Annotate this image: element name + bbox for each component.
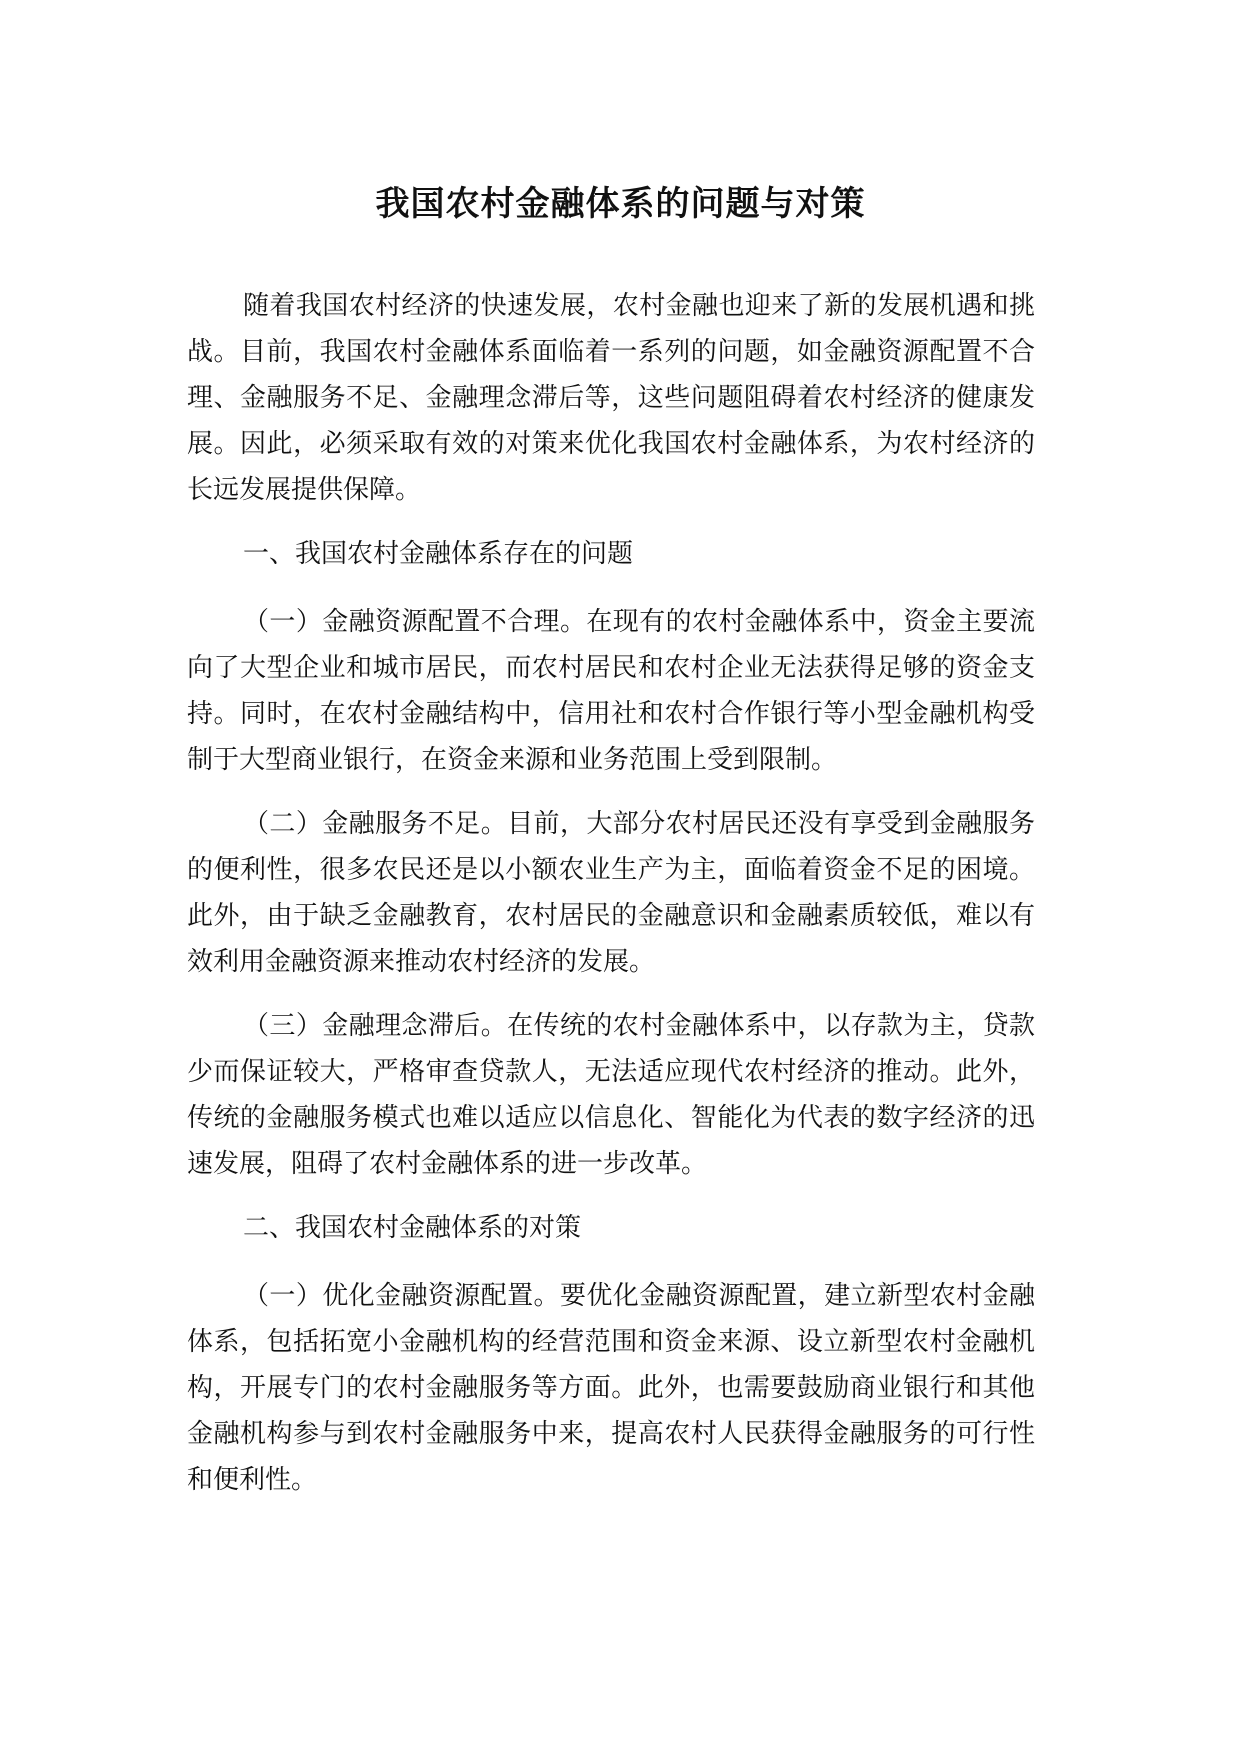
section-1-paragraph-1: （一）金融资源配置不合理。在现有的农村金融体系中，资金主要流向了大型企业和城市居民，而农村居民和农村企业无法获得足够的资金支持。同时，在农村金融结构中，信用社和农村合作银行等小型金融机构受制于大型商业银行，在资金来源和业务范围上受到限制。 [187, 607, 1035, 775]
section-1-heading: 一、我国农村金融体系存在的问题 [243, 539, 634, 569]
intro-paragraph: 随着我国农村经济的快速发展，农村金融也迎来了新的发展机遇和挑战。目前，我国农村金融体系面临着一系列的问题，如金融资源配置不合理、金融服务不足、金融理念滞后等，这些问题阻碍着农村经济的健康发展。因此，必须采取有效的对策来优化我国农村金融体系，为农村经济的长远发展提供保障。 [187, 291, 1035, 505]
section-1-paragraph-3: （三）金融理念滞后。在传统的农村金融体系中，以存款为主，贷款少而保证较大，严格审查贷款人，无法适应现代农村经济的推动。此外，传统的金融服务模式也难以适应以信息化、智能化为代表的数字经济的迅速发展，阻碍了农村金融体系的进一步改革。 [187, 1011, 1035, 1179]
section-1-paragraph-2: （二）金融服务不足。目前，大部分农村居民还没有享受到金融服务的便利性，很多农民还是以小额农业生产为主，面临着资金不足的困境。此外，由于缺乏金融教育，农村居民的金融意识和金融素质较低，难以有效利用金融资源来推动农村经济的发展。 [187, 809, 1035, 977]
section-2-heading: 二、我国农村金融体系的对策 [243, 1213, 582, 1243]
document-title: 我国农村金融体系的问题与对策 [375, 184, 866, 224]
section-2-paragraph-1: （一）优化金融资源配置。要优化金融资源配置，建立新型农村金融体系，包括拓宽小金融机构的经营范围和资金来源、设立新型农村金融机构，开展专门的农村金融服务等方面。此外，也需要鼓励商业银行和其他金融机构参与到农村金融服务中来，提高农村人民获得金融服务的可行性和便利性。 [187, 1281, 1035, 1495]
document-body [187, 283, 1035, 1521]
